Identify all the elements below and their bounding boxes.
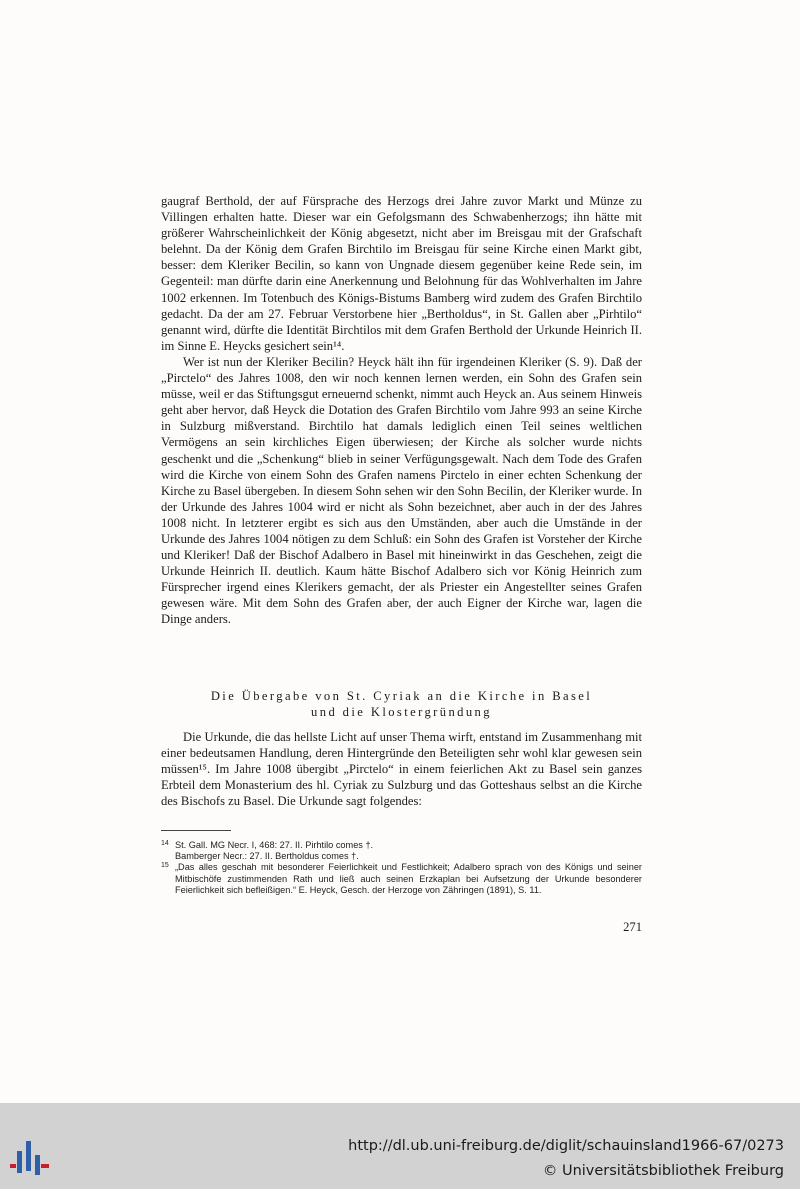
footnote-text: „Das alles geschah mit besonderer Feierlichkeit und Festlichkeit; Adalbero sprach von des Königs und seiner Mitbischöfe zustimmenden Rath und ließ auch seinen Erzkaplan bei Aufsetzung der Urkunde besonderer Feierlichkeit sich befleißigen.“ E. Heyck, Gesch. der Herzoge von Zähringen (1891), S. 11. [175,862,642,895]
paragraph-3: Die Urkunde, die das hellste Licht auf unser Thema wirft, entstand im Zusammenhang mit einer bedeutsamen Handlung, deren Hintergründe den Beteiligten sehr wohl klar gewesen sein müssen¹⁵. Im Jahre 1008 übergibt „Pirctelo“ in einem feierlichen Akt zu Basel sein ganzes Erbteil dem Monasterium des hl. Cyriak zu Sulzburg und das Gotteshaus selbst an die Kirche des Bischofs zu Basel. Die Urkunde sagt folgendes: [161,730,642,809]
viewer-footer [0,1103,800,1189]
footnote [161,851,642,862]
body-text-2 [161,729,642,809]
permalink-url[interactable]: http://dl.ub.uni-freiburg.de/diglit/schauinsland1966-67/0273 [348,1138,784,1154]
body-text [161,193,642,628]
footnote-text: St. Gall. MG Necr. I, 468: 27. II. Pirhtilo comes †. [175,840,374,850]
footnote [161,840,642,851]
copyright-text: © Universitätsbibliothek Freiburg [542,1163,784,1179]
section-heading [161,688,642,720]
footnotes [161,840,642,896]
footnote [161,862,642,896]
paragraph-1: gaugraf Berthold, der auf Fürsprache des Herzogs drei Jahre zuvor Markt und Münze zu Villingen erhalten hatte. Dieser war ein Gefolgsmann des Schwabenherzogs; ihn hätte mit größerer Wahrscheinlichkeit der König abgesetzt, nicht aber im Breisgau mit der Grafschaft belehnt. Da der König dem Grafen Birchtilo im Breisgau für seine Kirche einen Markt gibt, besser: dem Kleriker Becilin, so kann von Ungnade diesem gegenüber keine Rede sein, im Gegenteil: man dürfte darin eine Anerkennung und Belohnung für das Wohlverhalten im Jahre 1002 erkennen. Im Totenbuch des Königs-Bistums Bamberg wird zudem des Grafen Birchtilo gedacht. Da der am 27. Februar Verstorbene hier „Bertholdus“, in St. Gallen aber „Pirhtilo“ genannt wird, dürfte die Identität Birchtilos mit dem Grafen Berthold der Urkunde Heinrich II. im Sinne E. Heycks gesichert sein¹⁴. [161,194,642,353]
footnote-number: 15 [161,862,169,870]
ub-freiburg-logo-icon[interactable] [10,1139,50,1179]
footnote-divider [161,830,231,831]
footnote-text: Bamberger Necr.: 27. II. Bertholdus comes †. [175,851,359,862]
footnote-number: 14 [161,840,169,847]
paragraph-2: Wer ist nun der Kleriker Becilin? Heyck hält ihn für irgendeinen Kleriker (S. 9). Daß der „Pirctelo“ des Jahres 1008, den wir noch kennen lernen werden, ein Sohn des Grafen sein müsse, weil er das Stiftungsgut erneuernd schenkt, nimmt auch Heyck an. Aus seinem Hinweis geht aber hervor, daß Heyck die Dotation des Grafen Birchtilo vom Jahre 993 an seine Kirche in Sulzburg mißverstand. Birchtilo hat damals lediglich einen Teil seines weltlichen Vermögens an sein kirchliches Eigen überwiesen; der Kirche als solcher wurde nichts geschenkt und die „Schenkung“ blieb in seiner Verfügungsgewalt. Nach dem Tode des Grafen wird die Kirche von einem Sohn des Grafen namens Pirctelo in einer echten Schenkung der Kirche zu Basel übergeben. In diesem Sohn sehen wir den Sohn Becilin, der Kleriker wurde. In der Urkunde des Jahres 1004 wird er nicht als Sohn bezeichnet, aber auch in der des Jahres 1008 nicht. In letzterer ergibt es sich aus den Umständen, aber auch die Umstände in der Urkunde des Jahres 1004 nötigen zu dem Schluß: ein Sohn des Grafen ist Vorsteher der Kirche und Kleriker! Daß der Bischof Adalbero in Basel mit hineinwirkt in das Geschehen, zeigt die Urkunde Heinrich II. deutlich. Kaum hätte Bischof Adalbero sich vor König Heinrich zum Fürsprecher irgend eines Klerikers gemacht, der als Priester ein Angestellter seines Grafen gewesen wäre. Mit dem Sohn des Grafen aber, der auch Eigner der Kirche war, lagen die Dinge anders. [161,354,642,627]
section-heading-line-1: Die Übergabe von St. Cyriak an die Kirche in Basel [210,689,593,703]
section-heading-line-2: und die Klostergründung [311,705,492,719]
page-number: 271 [623,920,642,934]
